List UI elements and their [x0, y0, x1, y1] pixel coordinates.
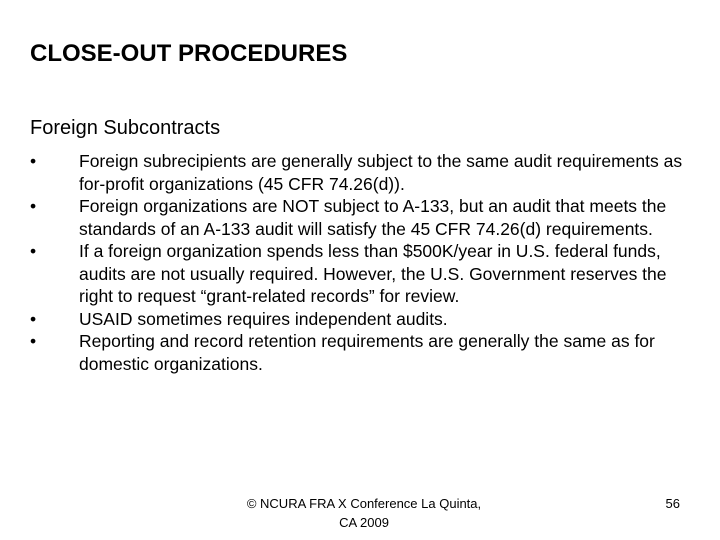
- bullet-item: [30, 330, 702, 375]
- bullet-text: Foreign organizations are NOT subject to A-133, but an audit that meets the standards of an A-133 audit will satisfy the 45 CFR 74.26(d) requirements.: [79, 196, 667, 239]
- bullet-item: [30, 240, 702, 308]
- bullet-dot: •: [30, 331, 37, 351]
- slide-title: CLOSE-OUT PROCEDURES: [30, 40, 348, 67]
- bullet-text: USAID sometimes requires independent audits.: [79, 308, 448, 329]
- bullet-text: Foreign subrecipients are generally subject to the same audit requirements as for-profit organizations (45 CFR 74.26(d)).: [79, 151, 683, 194]
- bullet-text: Reporting and record retention requirements are generally the same as for domestic organizations.: [79, 331, 655, 374]
- bullet-dot: •: [30, 241, 37, 261]
- bullet-item: [30, 195, 702, 240]
- bullet-item: [30, 150, 702, 195]
- bullet-dot: •: [30, 196, 37, 216]
- bullet-dot: •: [30, 151, 37, 171]
- bullet-dot: •: [30, 308, 37, 329]
- footer-copyright: © NCURA FRA X Conference La Quinta, CA 2009: [246, 496, 482, 530]
- bullet-text: If a foreign organization spends less than $500K/year in U.S. federal funds, audits are not usually required. However, the U.S. Government reserves the right to request “grant-related records” for review.: [79, 241, 667, 306]
- bullet-item: [30, 308, 702, 331]
- bullet-list: [30, 150, 702, 375]
- page-number: 56: [665, 496, 680, 511]
- slide-subtitle: Foreign Subcontracts: [30, 117, 221, 139]
